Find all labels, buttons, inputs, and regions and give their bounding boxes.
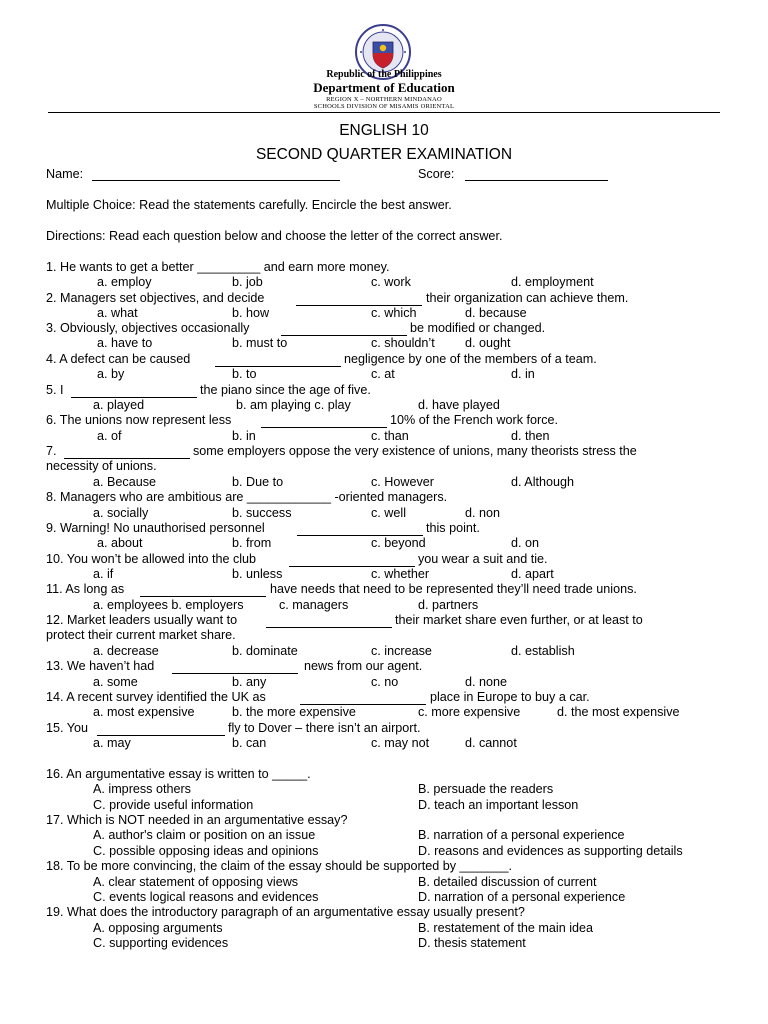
- exam-line: b. am playing c. play: [236, 398, 351, 412]
- region-heading: REGION X – NORTHERN MINDANAO: [326, 96, 442, 103]
- exam-line: d. Although: [511, 475, 575, 489]
- name-label: Name:: [46, 167, 84, 181]
- exam-line: a. played: [93, 398, 145, 412]
- answer-blank-6: [261, 427, 387, 428]
- exam-line: 10. You won’t be allowed into the club: [46, 552, 257, 566]
- exam-line: a. may: [93, 736, 131, 750]
- exam-line: negligence by one of the members of a team.: [344, 352, 597, 366]
- exam-line: 6. The unions now represent less: [46, 413, 232, 427]
- exam-line: a. by: [97, 367, 125, 381]
- exam-line: c. However: [371, 475, 434, 489]
- exam-line: d. on: [511, 536, 540, 550]
- exam-line: news from our agent.: [304, 659, 423, 673]
- exam-line: c. than: [371, 429, 409, 443]
- exam-line: c. more expensive: [418, 705, 521, 719]
- exam-line: d. cannot: [465, 736, 517, 750]
- exam-line: 18. To be more convincing, the claim of the essay should be supported by _______.: [46, 859, 513, 873]
- name-field[interactable]: [92, 180, 340, 181]
- exam-line: b. unless: [232, 567, 283, 581]
- exam-line: d. the most expensive: [557, 705, 680, 719]
- exam-line: b. to: [232, 367, 257, 381]
- exam-line: their organization can achieve them.: [426, 291, 629, 305]
- exam-line: b. success: [232, 506, 292, 520]
- score-label: Score:: [418, 167, 455, 181]
- exam-line: d. then: [511, 429, 550, 443]
- exam-line: 5. I: [46, 383, 64, 397]
- exam-line: C. possible opposing ideas and opinions: [93, 844, 319, 858]
- exam-line: b. Due to: [232, 475, 284, 489]
- exam-line: C. events logical reasons and evidences: [93, 890, 319, 904]
- exam-line: have needs that need to be represented they’ll need trade unions.: [270, 582, 637, 596]
- exam-line: the piano since the age of five.: [200, 383, 371, 397]
- answer-blank-12: [266, 627, 392, 628]
- answer-blank-13: [172, 673, 298, 674]
- exam-line: a. have to: [97, 336, 153, 350]
- exam-line: c. no: [371, 675, 399, 689]
- exam-line: c. whether: [371, 567, 430, 581]
- exam-line: a. Because: [93, 475, 157, 489]
- exam-line: a. most expensive: [93, 705, 195, 719]
- exam-line: fly to Dover – there isn’t an airport.: [228, 721, 421, 735]
- exam-line: be modified or changed.: [410, 321, 546, 335]
- exam-line: A. impress others: [93, 782, 191, 796]
- exam-line: 8. Managers who are ambitious are ____________ -oriented managers.: [46, 490, 448, 504]
- exam-line: C. provide useful information: [93, 798, 254, 812]
- exam-line: a. some: [93, 675, 138, 689]
- exam-line: a. employ: [97, 275, 152, 289]
- exam-line: c. shouldn’t: [371, 336, 435, 350]
- exam-line: D. thesis statement: [418, 936, 526, 950]
- exam-line: this point.: [426, 521, 480, 535]
- exam-line: c. beyond: [371, 536, 426, 550]
- exam-line: d. employment: [511, 275, 594, 289]
- exam-line: 11. As long as: [46, 582, 125, 596]
- exam-line: a. what: [97, 306, 138, 320]
- exam-line: A. clear statement of opposing views: [93, 875, 299, 889]
- exam-line: d. ought: [465, 336, 511, 350]
- exam-line: d. have played: [418, 398, 500, 412]
- exam-line: C. supporting evidences: [93, 936, 229, 950]
- header-divider: [48, 112, 720, 113]
- exam-line: 17. Which is NOT needed in an argumentative essay?: [46, 813, 348, 827]
- exam-line: B. persuade the readers: [418, 782, 554, 796]
- exam-line: a. employees b. employers: [93, 598, 244, 612]
- exam-line: 1. He wants to get a better _________ and earn more money.: [46, 260, 390, 274]
- exam-line: B. restatement of the main idea: [418, 921, 594, 935]
- exam-line: 7.: [46, 444, 57, 458]
- exam-line: b. must to: [232, 336, 288, 350]
- multiple-choice-instruction: Multiple Choice: Read the statements carefully. Encircle the best answer.: [46, 198, 452, 212]
- exam-line: a. socially: [93, 506, 149, 520]
- exam-line: D. reasons and evidences as supporting details: [418, 844, 683, 858]
- exam-line: b. can: [232, 736, 267, 750]
- department-heading: Department of Education: [313, 80, 455, 95]
- exam-line: c. at: [371, 367, 395, 381]
- exam-line: b. any: [232, 675, 267, 689]
- exam-line: d. establish: [511, 644, 575, 658]
- exam-line: b. dominate: [232, 644, 298, 658]
- exam-line: d. none: [465, 675, 508, 689]
- exam-line: 3. Obviously, objectives occasionally: [46, 321, 250, 335]
- directions-instruction: Directions: Read each question below and choose the letter of the correct answer.: [46, 229, 503, 243]
- exam-line: a. decrease: [93, 644, 159, 658]
- exam-line: 19. What does the introductory paragraph of an argumentative essay usually present?: [46, 905, 525, 919]
- exam-line: a. if: [93, 567, 114, 581]
- exam-line: place in Europe to buy a car.: [430, 690, 590, 704]
- exam-line: A. author's claim or position on an issue: [93, 828, 316, 842]
- exam-line: 14. A recent survey identified the UK as: [46, 690, 266, 704]
- exam-line: c. work: [371, 275, 411, 289]
- exam-line: B. detailed discussion of current: [418, 875, 597, 889]
- exam-title: SECOND QUARTER EXAMINATION: [255, 146, 513, 163]
- exam-line: c. well: [371, 506, 406, 520]
- exam-line: d. because: [465, 306, 527, 320]
- exam-line: b. from: [232, 536, 272, 550]
- exam-subject: ENGLISH 10: [339, 122, 429, 139]
- exam-line: 16. An argumentative essay is written to _____.: [46, 767, 311, 781]
- exam-line: a. of: [97, 429, 122, 443]
- exam-line: b. in: [232, 429, 256, 443]
- answer-blank-11: [140, 596, 266, 597]
- republic-heading: Republic of the Philippines: [326, 69, 442, 80]
- exam-line: c. may not: [371, 736, 430, 750]
- exam-line: 2. Managers set objectives, and decide: [46, 291, 265, 305]
- score-field[interactable]: [465, 180, 608, 181]
- exam-line: d. partners: [418, 598, 479, 612]
- exam-line: d. apart: [511, 567, 554, 581]
- exam-line: 13. We haven’t had: [46, 659, 155, 673]
- exam-line: D. narration of a personal experience: [418, 890, 626, 904]
- exam-line: d. non: [465, 506, 501, 520]
- exam-line: b. how: [232, 306, 270, 320]
- exam-line: 10% of the French work force.: [390, 413, 558, 427]
- exam-line: D. teach an important lesson: [418, 798, 579, 812]
- exam-line: 15. You: [46, 721, 89, 735]
- division-heading: SCHOOLS DIVISION OF MISAMIS ORIENTAL: [313, 103, 455, 110]
- exam-line: c. increase: [371, 644, 432, 658]
- exam-line: a. about: [97, 536, 143, 550]
- exam-line: 12. Market leaders usually want to: [46, 613, 238, 627]
- exam-line: b. the more expensive: [232, 705, 356, 719]
- exam-line: b. job: [232, 275, 263, 289]
- exam-line: c. which: [371, 306, 417, 320]
- exam-line: d. in: [511, 367, 535, 381]
- exam-line: some employers oppose the very existence of unions, many theorists stress the: [193, 444, 637, 458]
- exam-line: protect their current market share.: [46, 628, 236, 642]
- exam-line: c. managers: [279, 598, 349, 612]
- exam-line: their market share even further, or at least to: [395, 613, 643, 627]
- exam-line: A. opposing arguments: [93, 921, 223, 935]
- exam-line: 4. A defect can be caused: [46, 352, 191, 366]
- exam-line: necessity of unions.: [46, 459, 157, 473]
- exam-line: you wear a suit and tie.: [418, 552, 548, 566]
- exam-line: B. narration of a personal experience: [418, 828, 625, 842]
- exam-line: 9. Warning! No unauthorised personnel: [46, 521, 265, 535]
